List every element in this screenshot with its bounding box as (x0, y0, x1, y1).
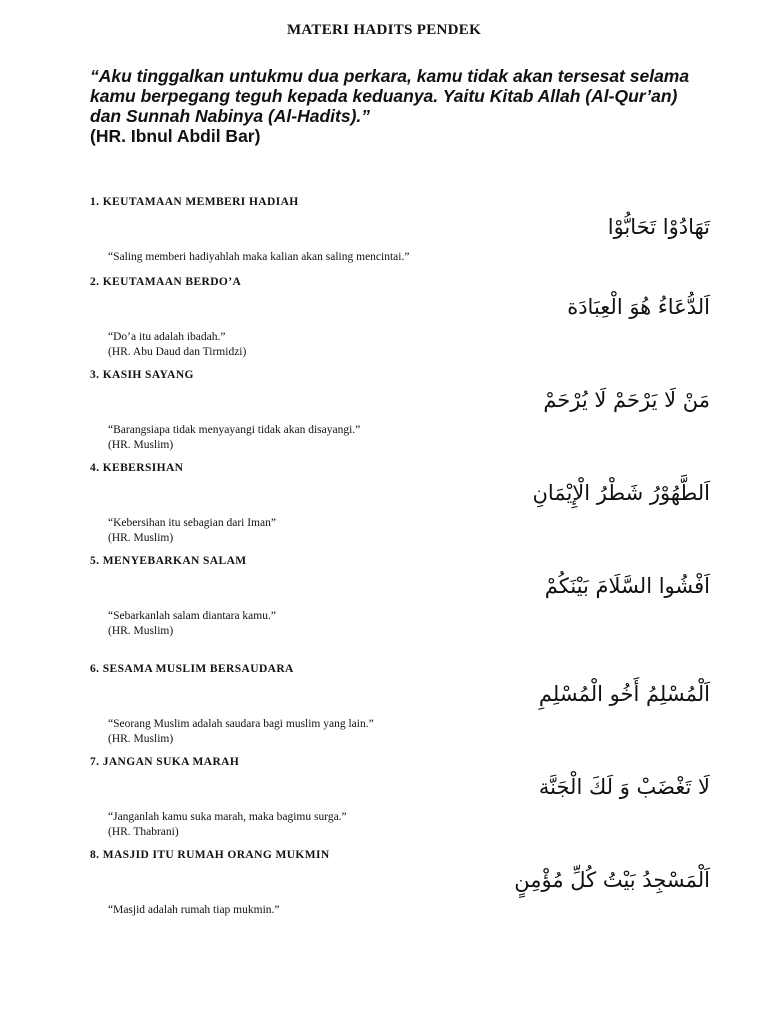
translation-text: “Masjid adalah rumah tiap mukmin.” (108, 904, 280, 916)
arabic-text: اَفْشُوا السَّلَامَ بَيْنَكُمْ (544, 574, 710, 598)
translation-text: “Janganlah kamu suka marah, maka bagimu surga.” (108, 811, 347, 823)
section-heading: 4. KEBERSIHAN (90, 462, 184, 474)
arabic-text: اَلْمَسْجِدُ بَيْتُ كُلِّ مُؤْمِنٍ (514, 868, 710, 892)
hadith-section-6 (90, 661, 710, 747)
section-heading: 5. MENYEBARKAN SALAM (90, 555, 247, 567)
translation-text: “Do’a itu adalah ibadah.” (108, 331, 226, 343)
narrator-text: (HR. Thabrani) (108, 826, 179, 838)
hadith-section-7 (90, 754, 710, 840)
translation-text: “Kebersihan itu sebagian dari Iman” (108, 517, 276, 529)
narrator-text: (HR. Abu Daud dan Tirmidzi) (108, 346, 247, 358)
hadith-section-2 (90, 274, 710, 360)
section-heading: 8. MASJID ITU RUMAH ORANG MUKMIN (90, 849, 330, 861)
arabic-text: لَا تَغْضَبْ وَ لَكَ الْجَنَّة (538, 775, 710, 799)
section-heading: 1. KEUTAMAAN MEMBERI HADIAH (90, 196, 299, 208)
section-heading: 3. KASIH SAYANG (90, 369, 194, 381)
translation-text: “Sebarkanlah salam diantara kamu.” (108, 610, 276, 622)
section-heading: 7. JANGAN SUKA MARAH (90, 756, 240, 768)
hadith-section-8 (90, 847, 710, 918)
hadith-section-5 (90, 553, 710, 639)
narrator-text: (HR. Muslim) (108, 532, 174, 544)
narrator-text: (HR. Muslim) (108, 439, 174, 451)
section-heading: 6. SESAMA MUSLIM BERSAUDARA (90, 663, 294, 675)
arabic-text: مَنْ لَا يَرْحَمْ لَا يُرْحَمْ (543, 388, 710, 412)
page-title: MATERI HADITS PENDEK (286, 22, 482, 38)
hadith-section-1 (90, 194, 710, 265)
hadith-section-4 (90, 460, 710, 546)
intro-hadith (90, 66, 710, 146)
arabic-text: تَهَادُوْا تَحَابُّوْا (607, 215, 710, 239)
translation-text: “Barangsiapa tidak menyayangi tidak akan disayangi.” (108, 424, 361, 436)
intro-source: (HR. Ibnul Abdil Bar) (90, 126, 261, 146)
arabic-text: اَلْمُسْلِمُ أَخُو الْمُسْلِمِ (538, 682, 710, 706)
arabic-text: اَلدُّعَاءُ هُوَ الْعِبَادَة (567, 295, 710, 319)
translation-text: “Saling memberi hadiyahlah maka kalian akan saling mencintai.” (108, 251, 410, 263)
intro-quote: “Aku tinggalkan untukmu dua perkara, kamu tidak akan tersesat selama kamu berpegang teguh kepada keduanya. Yaitu Kitab Allah (Al-Qur’an) dan Sunnah Nabinya (Al-Hadits).” (90, 66, 690, 126)
narrator-text: (HR. Muslim) (108, 625, 174, 637)
hadith-section-3 (90, 367, 710, 453)
translation-text: “Seorang Muslim adalah saudara bagi muslim yang lain.” (108, 718, 374, 730)
narrator-text: (HR. Muslim) (108, 733, 174, 745)
section-heading: 2. KEUTAMAAN BERDO’A (90, 276, 242, 288)
arabic-text: اَلطَّهُوْرُ شَطْرُ الْإِيْمَانِ (532, 481, 710, 505)
